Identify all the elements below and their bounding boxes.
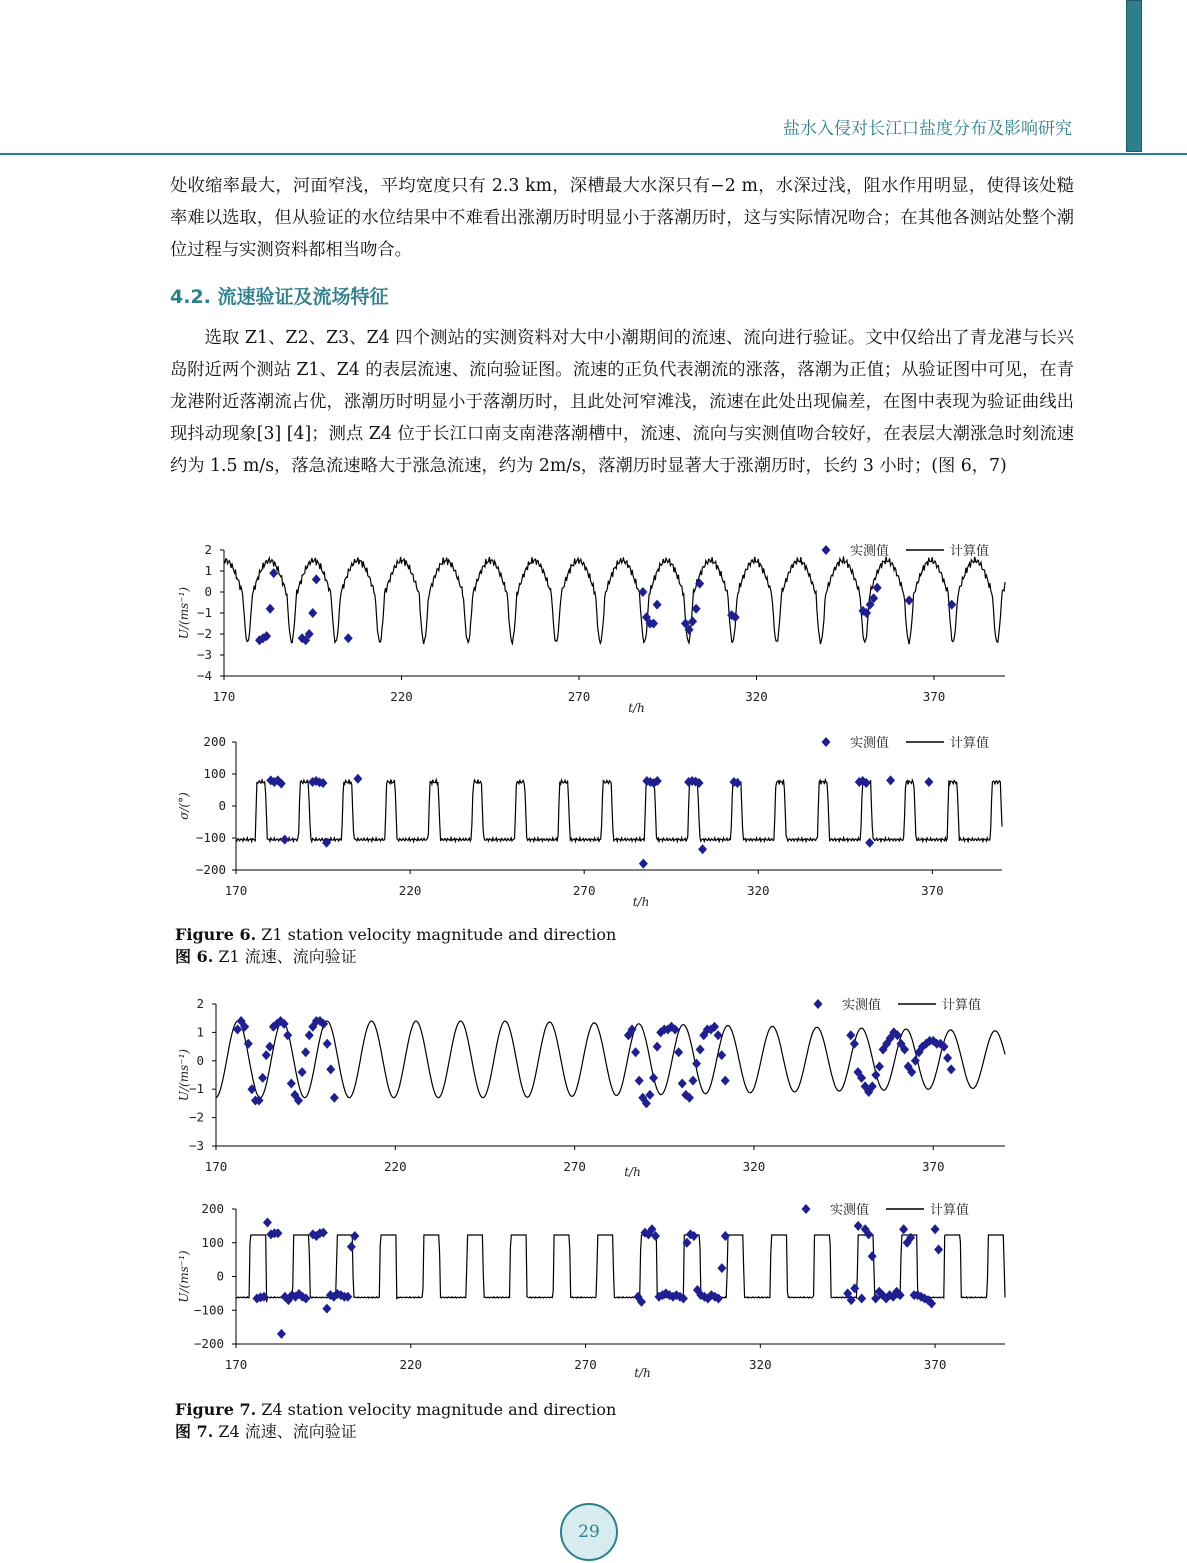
figure-6-caption	[175, 924, 616, 968]
legend-observed-marker	[814, 999, 823, 1009]
observed-point	[653, 600, 662, 610]
y-tick-label: 0	[204, 584, 212, 599]
y-tick-label: −100	[195, 830, 226, 845]
x-tick-label: 320	[749, 1357, 772, 1372]
observed-point	[692, 1059, 701, 1069]
x-axis-label: t/h	[624, 1165, 641, 1179]
x-tick-label: 370	[922, 689, 946, 704]
observed-point	[943, 1053, 952, 1063]
observed-point	[649, 1073, 658, 1083]
observed-point	[674, 1047, 683, 1057]
y-axis-label: U/(ms⁻¹)	[177, 586, 191, 640]
observed-point	[688, 1076, 697, 1086]
x-tick-label: 370	[921, 1159, 945, 1174]
section-title: 4.2. 流速验证及流场特征	[170, 286, 389, 308]
y-tick-label: 1	[196, 1024, 204, 1040]
observed-point	[330, 1093, 339, 1103]
observed-point	[850, 1283, 859, 1293]
header-accent-bar	[1126, 0, 1142, 152]
figure-7-caption-en	[175, 1399, 616, 1421]
x-tick-label: 320	[746, 883, 770, 898]
observed-point	[263, 1218, 272, 1228]
y-tick-label: −2	[188, 1109, 204, 1125]
observed-point	[277, 1329, 286, 1339]
x-axis-label: t/h	[634, 1366, 651, 1380]
legend-observed-label: 实测值	[850, 544, 890, 559]
legend-observed-marker	[822, 737, 831, 747]
x-tick-label: 270	[567, 689, 591, 704]
computed-series-line	[236, 780, 1002, 842]
running-title: 盐水入侵对长江口盐度分布及影响研究	[783, 119, 1072, 139]
legend-computed-label: 计算值	[950, 736, 990, 751]
observed-point	[258, 1073, 267, 1083]
observed-point	[635, 1076, 644, 1086]
observed-point	[899, 1224, 908, 1234]
observed-point	[280, 835, 289, 845]
figure-7-title-cn: Z4 流速、流向验证	[218, 1422, 357, 1441]
y-tick-label: −3	[188, 1138, 204, 1153]
observed-point	[287, 1079, 296, 1089]
observed-point	[886, 775, 895, 785]
figure-7-title-en: Z4 station velocity magnitude and direction	[261, 1400, 617, 1419]
paragraph-1: 处收缩率最大，河面窄浅，平均宽度只有 2.3 km，深槽最大水深只有−2 m，水深过浅，阻水作用明显，使得该处糙率难以选取，但从验证的水位结果中不难看出涨潮历时明显小于落潮历时，这与实际情况吻合；在其他各测站处整个潮位过程与实测资料都相当吻合。	[170, 176, 1074, 260]
legend-computed-label: 计算值	[930, 1203, 970, 1218]
figure-6-title-cn: Z1 流速、流向验证	[218, 947, 357, 966]
observed-point	[850, 1039, 859, 1049]
legend-observed-label: 实测值	[830, 1203, 870, 1218]
observed-point	[305, 1030, 314, 1040]
y-tick-label: −200	[195, 862, 226, 877]
observed-point	[322, 838, 331, 848]
y-tick-label: 200	[203, 734, 226, 749]
x-tick-label: 170	[224, 883, 248, 898]
observed-point	[283, 1030, 292, 1040]
figure-6a-velocity-chart	[0, 536, 1187, 714]
observed-point	[947, 1064, 956, 1074]
observed-point	[323, 1039, 332, 1049]
x-tick-label: 170	[224, 1357, 248, 1372]
header-rule	[0, 153, 1187, 155]
computed-series-line	[224, 556, 1005, 644]
legend-observed-marker	[802, 1204, 811, 1214]
legend-observed-label: 实测值	[842, 998, 882, 1013]
observed-point	[631, 1047, 640, 1057]
y-axis-label: U/(ms⁻¹)	[177, 1250, 191, 1303]
figure-6-caption-en	[175, 924, 616, 946]
x-tick-label: 320	[745, 689, 768, 704]
figure-7-caption	[175, 1399, 616, 1443]
legend-observed-label: 实测值	[850, 736, 890, 751]
y-axis-label: U/(ms⁻¹)	[177, 1048, 191, 1102]
x-tick-label: 170	[204, 1159, 228, 1174]
figure-7-number-cn: 图 7.	[175, 1422, 214, 1441]
x-axis-label: t/h	[632, 895, 650, 909]
y-tick-label: 0	[218, 798, 226, 813]
figure-6-title-en: Z1 station velocity magnitude and direction	[261, 925, 617, 944]
page-number: 29	[560, 1503, 618, 1561]
x-tick-label: 220	[399, 1357, 423, 1372]
x-tick-label: 170	[212, 689, 236, 704]
y-tick-label: −3	[196, 647, 212, 662]
observed-point	[905, 595, 914, 605]
y-tick-label: −1	[196, 605, 212, 620]
x-tick-label: 220	[390, 689, 413, 704]
figure-6-number: Figure 6.	[175, 925, 257, 944]
x-axis-label: t/h	[628, 701, 645, 714]
observed-point	[678, 1079, 687, 1089]
observed-point	[298, 1067, 307, 1077]
observed-point	[688, 616, 697, 626]
observed-point	[301, 1047, 310, 1057]
legend-computed-label: 计算值	[942, 998, 982, 1013]
observed-point	[653, 1042, 662, 1052]
observed-point	[312, 574, 321, 584]
observed-point	[326, 1064, 335, 1074]
y-tick-label: −2	[196, 626, 212, 641]
observed-point	[262, 1050, 271, 1060]
observed-point	[871, 1070, 880, 1080]
observed-point	[873, 583, 882, 593]
computed-series-line	[216, 1021, 1005, 1098]
observed-point	[347, 1242, 356, 1252]
figure-6-caption-cn	[175, 946, 616, 968]
legend-computed-label: 计算值	[950, 544, 990, 559]
observed-point	[934, 1245, 943, 1255]
observed-point	[308, 608, 317, 618]
figure-7-caption-cn	[175, 1421, 616, 1443]
observed-point	[875, 1061, 884, 1071]
x-tick-label: 370	[921, 883, 944, 898]
legend-observed-marker	[822, 545, 831, 555]
y-tick-label: 100	[201, 1234, 224, 1250]
y-tick-label: 2	[204, 542, 212, 557]
observed-point	[846, 1030, 855, 1040]
observed-point	[931, 1224, 940, 1234]
y-tick-label: 100	[203, 766, 226, 781]
x-tick-label: 270	[574, 1357, 597, 1372]
y-tick-label: 1	[204, 563, 212, 578]
x-tick-label: 270	[572, 883, 596, 898]
observed-point	[344, 633, 353, 643]
observed-point	[639, 859, 648, 869]
figure-6b-direction-chart	[0, 730, 1187, 910]
y-tick-label: 0	[216, 1268, 224, 1284]
observed-point	[645, 1090, 654, 1100]
y-tick-label: 200	[201, 1201, 224, 1216]
x-tick-label: 220	[398, 883, 422, 898]
y-tick-label: −200	[193, 1336, 224, 1351]
observed-point	[696, 1044, 705, 1054]
y-tick-label: 2	[196, 996, 204, 1011]
y-tick-label: −4	[196, 668, 212, 683]
observed-point	[857, 1293, 866, 1303]
x-tick-label: 320	[742, 1159, 766, 1174]
observed-point	[868, 1251, 877, 1261]
observed-point	[353, 774, 362, 784]
figure-7a-velocity-chart	[0, 990, 1187, 1185]
observed-point	[322, 1304, 331, 1314]
x-tick-label: 370	[923, 1357, 947, 1372]
figure-6-number-cn: 图 6.	[175, 947, 214, 966]
y-tick-label: −100	[193, 1302, 224, 1318]
observed-point	[721, 1231, 730, 1241]
observed-point	[698, 844, 707, 854]
y-tick-label: −1	[188, 1081, 204, 1097]
y-tick-label: 0	[196, 1052, 204, 1068]
paragraph-2: 选取 Z1、Z2、Z3、Z4 四个测站的实测资料对大中小潮期间的流速、流向进行验证。文中仅给出了青龙港与长兴岛附近两个测站 Z1、Z4 的表层流速、流向验证图。流速的正负代表潮流的涨落，落潮为正值；从验证图中可见，在青龙港附近落潮流占优，涨潮历时明显小于落潮历时，且此处河窄滩浅，流速在此处出现偏差，在图中表现为验证曲线出现抖动现象[3] [4]；测点 Z4 位于长江口南支南港落潮槽中，流速、流向与实测值吻合较好，在表层大潮涨急时刻流速约为 1.5 m/s，落急流速略大于涨急流速，约为 2m/s，落潮历时显著大于涨潮历时，长约 3 小时；(图 6，7)	[170, 328, 1074, 476]
figure-7b-direction-chart	[0, 1196, 1187, 1386]
x-tick-label: 220	[384, 1159, 407, 1174]
observed-point	[266, 604, 275, 614]
observed-point	[721, 1076, 730, 1086]
observed-point	[924, 777, 933, 787]
observed-point	[717, 1263, 726, 1273]
y-axis-label: σ/(°)	[177, 792, 191, 820]
figure-7-number: Figure 7.	[175, 1400, 257, 1419]
x-tick-label: 270	[563, 1159, 586, 1174]
